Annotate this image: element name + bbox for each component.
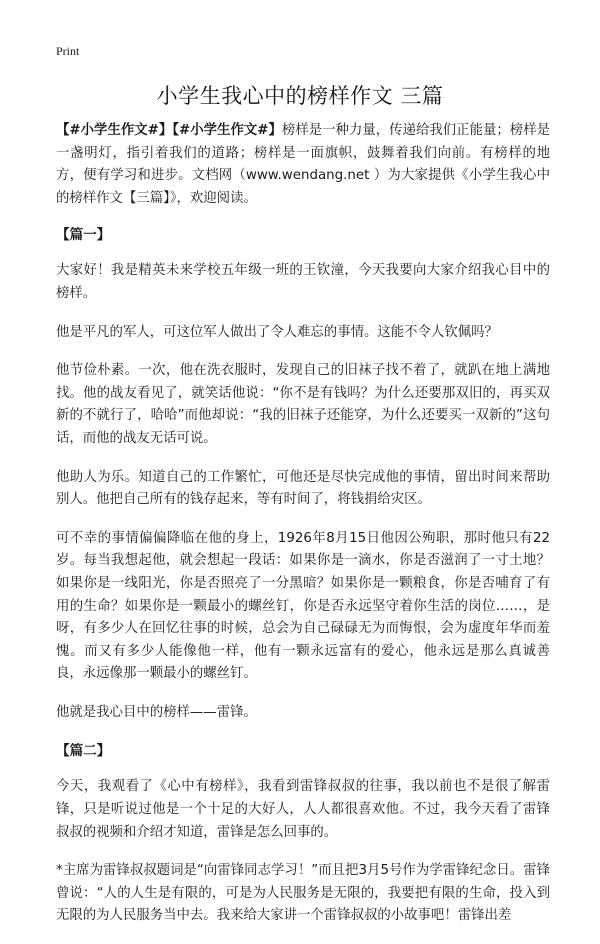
section-1-paragraph-1: 大家好！我是精英未来学校五年级一班的王钦潼，今天我要向大家介绍我心目中的榜样。: [56, 263, 550, 301]
intro-tags-full: 【#小学生作文#】: [172, 123, 282, 138]
document-body: [56, 120, 550, 944]
section-heading-1: 【篇一】: [56, 227, 111, 244]
page-title: 小学生我心中的榜样作文 三篇: [156, 84, 444, 108]
print-label[interactable]: Print: [56, 44, 80, 58]
intro-tags: 【#小学生作文#】: [56, 123, 173, 138]
section-2-paragraph-1: 今天，我观看了《心中有榜样》，我看到雷锋叔叔的往事，我以前也不是很了解雷锋，只是听说过他是一个十足的大好人，人人都很喜欢他。不过，我今天看了雷锋叔叔的视频和介绍才知道，雷锋是怎么回事的。: [56, 779, 550, 840]
section-1-paragraph-6: 他就是我心目中的榜样——雷锋。: [56, 704, 257, 720]
section-1-paragraph-5: 可不幸的事情偏偏降临在他的身上，1926年8月15日他因公殉职，那时他只有22岁。每当我想起他，就会想起一段话：如果你是一滴水，你是否滋润了一寸土地？如果你是一线阳光，你是否照亮了一分黑暗？如果你是一颗粮食，你是否哺育了有用的生命？如果你是一颗最小的螺丝钉，你是否永远坚守着你生活的岗位……，是呀，有多少人在回忆往事的时候，总会为自己碌碌无为而悔恨，会为虚度年华而羞愧。而又有多少人能像他一样，他有一颗永远富有的爱心，他永远是那么真诚善良，永远像那一颗最小的螺丝钉。: [56, 530, 550, 682]
section-1-paragraph-4: 他助人为乐。知道自己的工作繁忙，可他还是尽快完成他的事情，留出时间来帮助别人。他把自己所有的钱存起来，等有时间了，将钱捐给灾区。: [56, 469, 550, 508]
intro-paragraph: [56, 120, 550, 210]
section-1-paragraph-2: 他是平凡的军人，可这位军人做出了令人难忘的事情。这能不令人钦佩吗？: [56, 324, 498, 340]
section-2-paragraph-2: *主席为雷锋叔叔题词是“向雷锋同志学习！”而且把3月5号作为学雷锋纪念日。雷锋曾说：“人的人生是有限的，可是为人民服务是无限的，我要把有限的生命，投入到无限的为人民服务当中去。我来给大家讲一个雷锋叔叔的小故事吧！雷锋出差: [56, 863, 550, 924]
section-1-paragraph-3: 他节俭朴素。一次，他在洗衣服时，发现自己的旧袜子找不着了，就趴在地上满地找。他的战友看见了，就笑话他说：“你不是有钱吗？为什么还要那双旧的，再买双新的不就行了，哈哈”而他却说：“我的旧袜子还能穿，为什么还要买一双新的”这句话，而他的战友无话可说。: [56, 363, 550, 446]
section-heading-2: 【篇二】: [56, 743, 111, 760]
intro-text: 榜样是一种力量，传递给我们正能量；榜样是一盏明灯，指引着我们的道路；榜样是一面旗帜，鼓舞着我们向前。有榜样的地方，便有学习和进步。文档网（www.wendang.net ）为大家提供《小学生我心中的榜样作文【三篇】》，欢迎阅读。: [56, 123, 550, 206]
